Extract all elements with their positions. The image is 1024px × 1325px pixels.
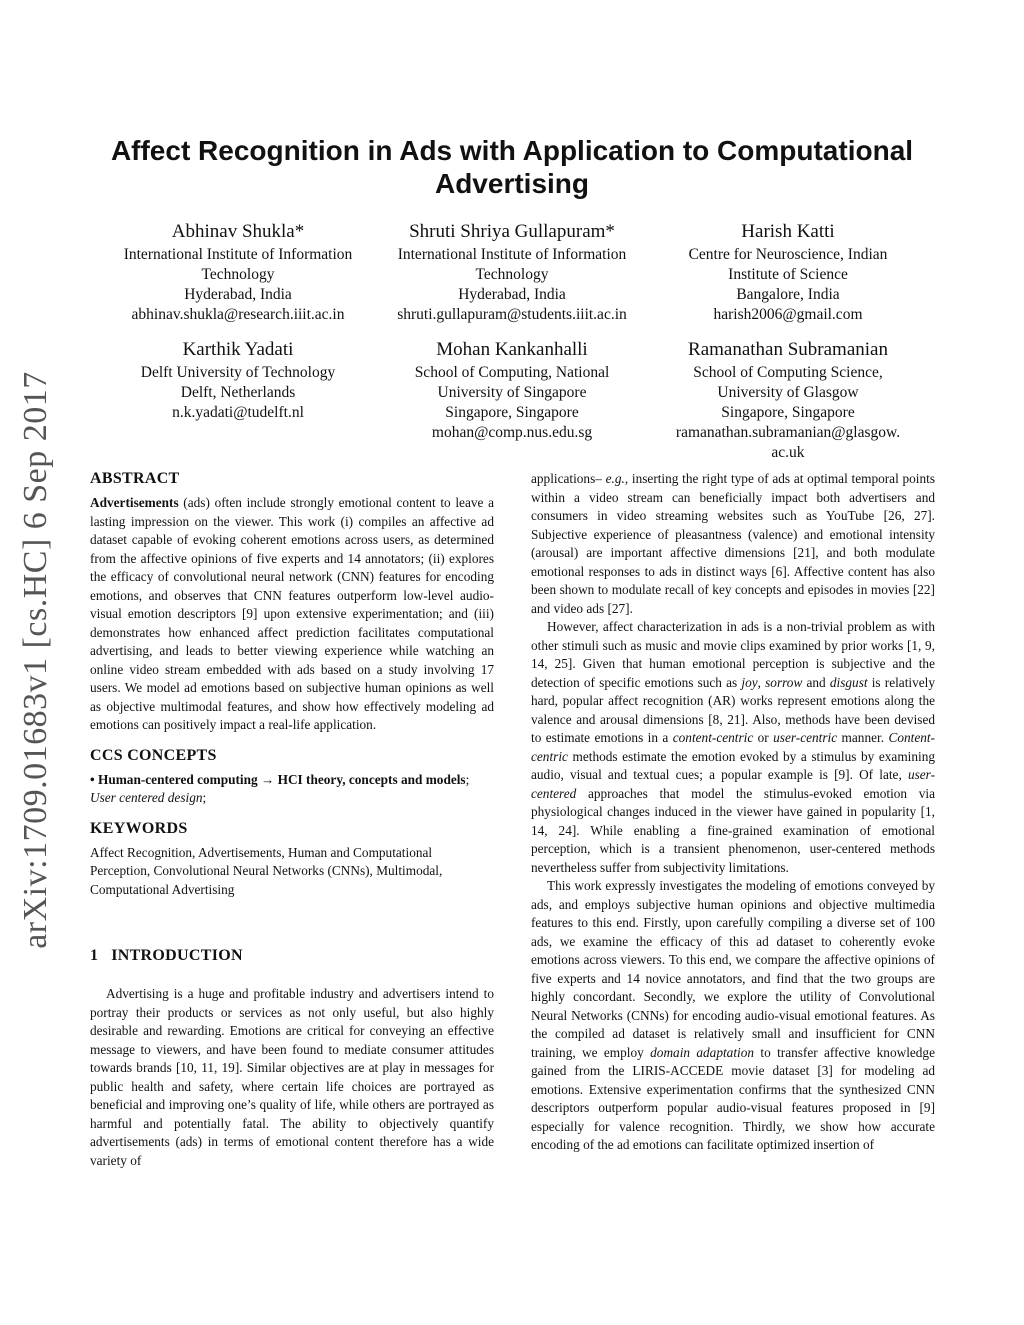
text-span: disgust xyxy=(829,674,868,690)
title-line-1: Affect Recognition in Ads with Application to Computational xyxy=(110,135,914,166)
author-affiliation: Technology xyxy=(201,266,275,283)
text-span: or xyxy=(753,730,774,745)
ccs-end: ; xyxy=(202,790,207,805)
author-affiliation: University of Singapore xyxy=(437,384,587,401)
text-span: sorrow xyxy=(765,674,803,690)
author-block xyxy=(648,338,928,463)
author-location: Bangalore, India xyxy=(736,286,840,303)
text-span: is relatively hard, popular affect recognition (AR) works represent emotions along the valence and arousal dimensions [8, 21]. Also, methods have been devised to estimate emotions in a xyxy=(531,674,935,745)
author-location: Singapore, Singapore xyxy=(445,404,579,421)
author-email: shruti.gullapuram@students.iiit.ac.in xyxy=(397,306,627,323)
author-name: Harish Katti xyxy=(741,221,835,242)
text-span: user-centric xyxy=(773,730,838,745)
text-span: applications– xyxy=(531,471,606,486)
author-name: Abhinav Shukla* xyxy=(171,221,305,242)
ccs-italic: User centered design xyxy=(90,790,203,805)
introduction-heading: 1 INTRODUCTION xyxy=(90,947,243,964)
author-affiliation: Delft University of Technology xyxy=(140,364,336,381)
text-span: This work expressly investigates the modeling of emotions conveyed by ads, and employs subjective human opinions and objective multimedia features to this end. Firstly, upon carefully compiling a diverse set of 100 ads, we examine the efficacy of this ad dataset to coherently evoke emotions across viewers. To this end, we compare the affective opinions of five experts and 14 novice annotators, and find that the two groups are highly concordant. Secondly, we explore the utility of Convolutional Neural Networks (CNNs) for encoding audio-visual emotional features. As the compiled ad dataset is relatively small and insufficient for CNN training, we employ xyxy=(531,878,935,1060)
author-affiliation: Technology xyxy=(475,266,549,283)
ccs-separator: ; xyxy=(465,771,470,787)
author-affiliation: International Institute of Information xyxy=(123,246,353,263)
intro-paragraph xyxy=(531,470,935,618)
text-span: content-centric xyxy=(672,730,754,745)
text-span: , xyxy=(757,674,766,690)
author-location: Hyderabad, India xyxy=(184,286,292,303)
paper-title xyxy=(90,134,934,200)
ccs-heading: CCS CONCEPTS xyxy=(90,746,217,764)
abstract-lead: Advertisements xyxy=(90,495,179,510)
author-email: mohan@comp.nus.edu.sg xyxy=(431,424,593,441)
text-span: domain adaptation xyxy=(650,1044,755,1060)
text-span: and xyxy=(802,674,830,690)
ccs-bold: • Human-centered computing → HCI theory, concepts and models xyxy=(90,771,466,787)
author-location: Delft, Netherlands xyxy=(180,384,296,401)
text-span: user-centered xyxy=(531,767,935,801)
text-span: However, affect characterization in ads is a non-trivial problem as with other stimuli such as music and movie clips examined by prior works [1, 9, 14, 25]. Given that human emotional perception is subjective and the detection of specific emotions such as xyxy=(531,619,935,690)
author-name: Mohan Kankanhalli xyxy=(436,339,588,360)
author-block xyxy=(372,220,652,325)
right-column xyxy=(531,470,935,1155)
abstract-text xyxy=(90,494,494,735)
author-affiliation: Centre for Neuroscience, Indian xyxy=(688,246,888,263)
abstract-body: (ads) often include strongly emotional content to leave a lasting impression on the viewer. This work (i) compiles an affective ad dataset capable of evoking coherent emotions across users, as determined from the affective opinions of five experts and 14 annotators; (ii) explores the efficacy of convolutional neural network (CNN) features for encoding emotions, and observes that CNN features outperform low-level audio-visual emotion descriptors [9] upon extensive experimentation; and (iii) demonstrates how enhanced affect prediction facilitates computational advertising, and leads to better viewing experience while watching an online video stream embedded with ads based on a study involving 17 users. We model ad emotions based on subjective human opinions as well as objective multimodal features, and show how effectively modeling ad emotions can positively impact a real-life application. xyxy=(90,495,494,732)
author-block xyxy=(98,338,378,423)
author-name: Karthik Yadati xyxy=(182,339,294,360)
author-block xyxy=(372,338,652,443)
intro-paragraph xyxy=(531,618,935,877)
author-affiliation: International Institute of Information xyxy=(397,246,627,263)
text-span: methods estimate the emotion evoked by a stimulus by examining audio, visual and textual cues; a popular example is [9]. Of late, xyxy=(531,748,935,782)
author-affiliation: Institute of Science xyxy=(728,266,848,283)
text-span: approaches that model the stimulus-evoked emotion via physiological changes induced in the viewer have gained in popularity [1, 14, 24]. While enabling a fine-grained examination of emotional perception, which is a transient phenomenon, user-centered methods nevertheless suffer from subjectivity limitations. xyxy=(531,785,935,875)
author-email: ramanathan.subramanian@glasgow. xyxy=(675,424,901,441)
author-block xyxy=(648,220,928,325)
author-affiliation: School of Computing Science, xyxy=(693,364,883,381)
author-email: harish2006@gmail.com xyxy=(713,306,863,323)
ccs-text xyxy=(90,771,494,808)
text-span: to transfer affective knowledge gained from the LIRIS-ACCEDE movie dataset [3] for modeling ad emotions. Extensive experimentation confirms that the synthesized CNN descriptors outperform popular audio-visual features proposed in [9] especially for valence recognition. Thirdly, we show how accurate encoding of the ad emotions can facilitate optimized insertion of xyxy=(531,1044,935,1152)
intro-paragraph xyxy=(531,877,935,1155)
author-email: abhinav.shukla@research.iiit.ac.in xyxy=(131,306,345,323)
arxiv-sidebar xyxy=(12,360,60,960)
title-line-2: Advertising xyxy=(434,168,590,199)
author-affiliation: University of Glasgow xyxy=(717,384,859,401)
keywords-text: Affect Recognition, Advertisements, Human and Computational Perception, Convolutional Neural Networks (CNNs), Multimodal, Computational Advertising xyxy=(90,844,443,897)
author-affiliation: School of Computing, National xyxy=(414,364,610,381)
arxiv-identifier: arXiv:1709.01683v1 [cs.HC] 6 Sep 2017 xyxy=(17,371,54,949)
text-span: manner. xyxy=(837,730,889,745)
text-span: e.g. xyxy=(605,471,625,486)
author-email: n.k.yadati@tudelft.nl xyxy=(172,404,304,421)
abstract-heading: ABSTRACT xyxy=(90,470,180,487)
text-span: joy xyxy=(741,674,758,690)
left-column xyxy=(90,468,494,1170)
author-name: Ramanathan Subramanian xyxy=(688,339,888,360)
author-location: Hyderabad, India xyxy=(458,286,566,303)
introduction-paragraph: Advertising is a huge and profitable industry and advertisers intend to portray their products or services as not only useful, but also highly desirable and rewarding. Emotions are critical for conveying an effective message to viewers, and have been found to mediate consumer attitudes towards brands [10, 11, 19]. Similar objectives are at play in messages for public health and safety, where certain life choices are portrayed as beneficial and improving one’s quality of life, while others are portrayed as harmful and potentially fatal. The ability to objectively quantify advertisements (ads) in terms of emotional content therefore has a wide variety of xyxy=(90,986,494,1168)
keywords-heading: KEYWORDS xyxy=(90,819,188,837)
author-email: ac.uk xyxy=(771,444,805,461)
author-name: Shruti Shriya Gullapuram* xyxy=(409,221,615,242)
author-location: Singapore, Singapore xyxy=(721,404,855,421)
text-span: , inserting the right type of ads at optimal temporal points within a video stream can beneficially impact both advertisers and consumers in video streaming websites such as YouTube [26, 27]. Subjective experience of pleasantness (valence) and emotional intensity (arousal) are important affective dimensions [21], and both modulate emotional responses to ads in distinct ways [6]. Affective content has also been shown to modulate recall of key concepts and episodes in movies [22] and video ads [27]. xyxy=(531,471,936,616)
text-span: Content-centric xyxy=(531,730,935,764)
author-block xyxy=(98,220,378,325)
